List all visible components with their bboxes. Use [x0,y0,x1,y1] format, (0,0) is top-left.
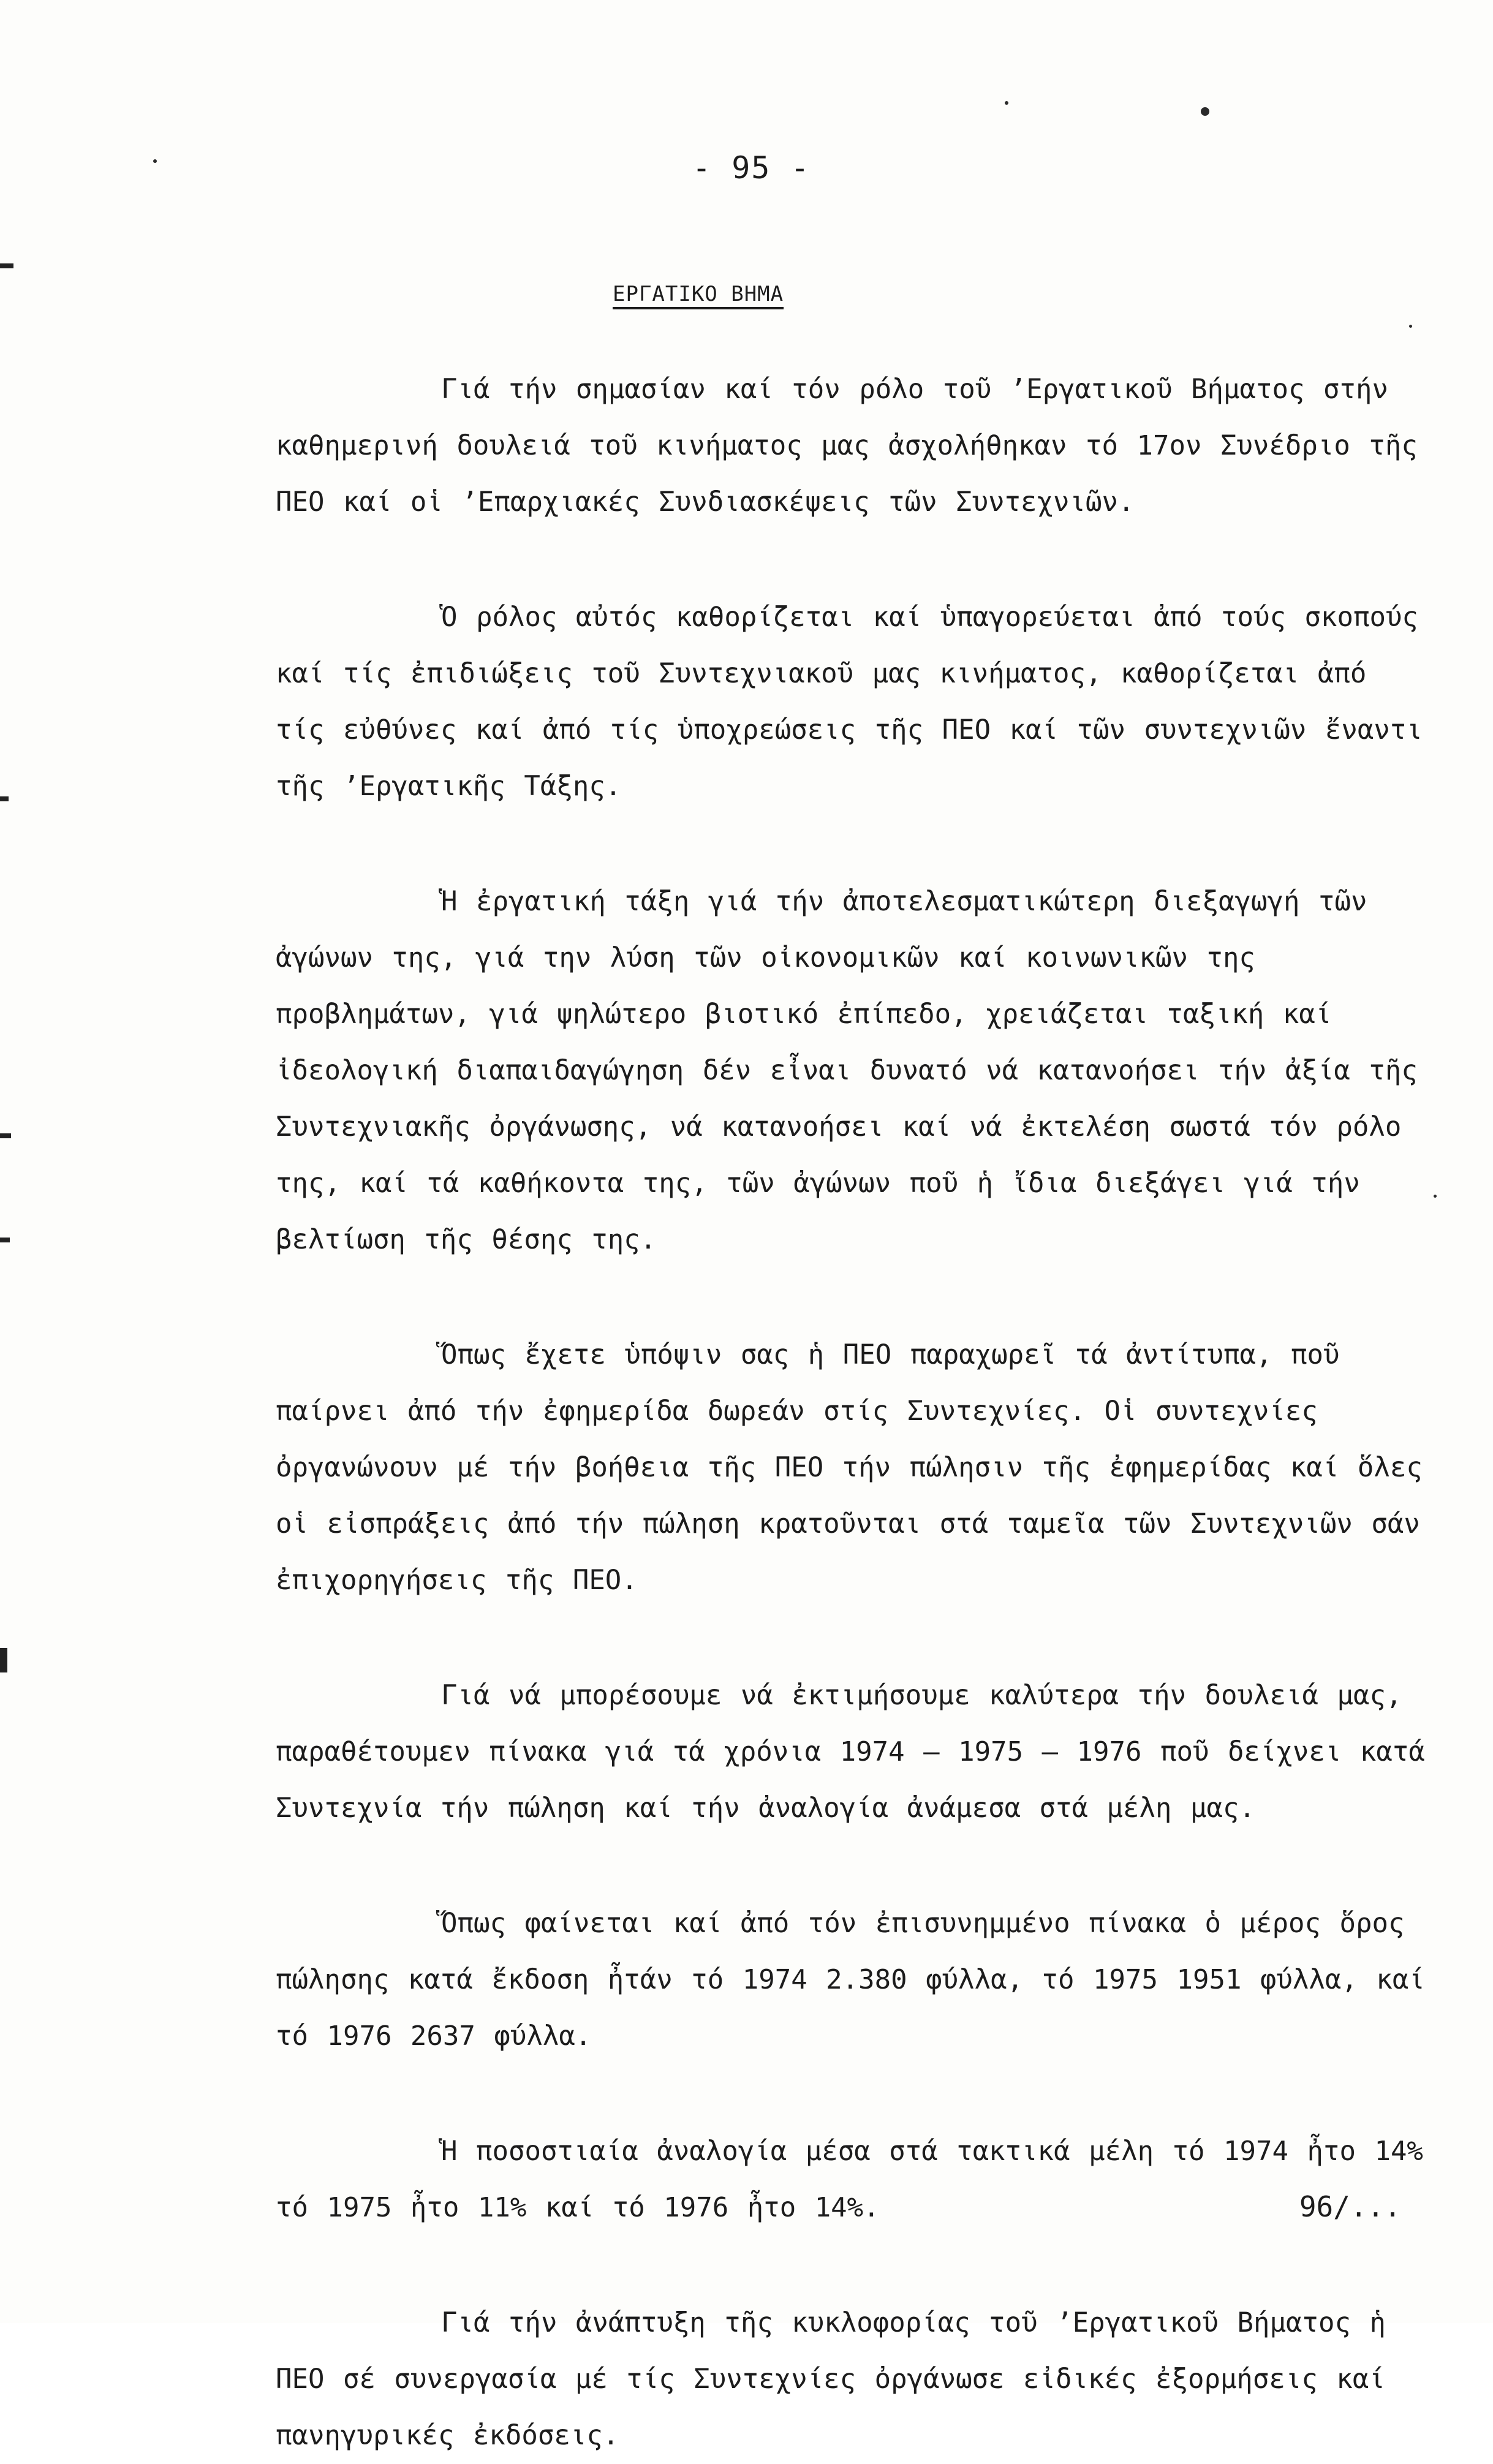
scan-speck [1434,1195,1437,1198]
scan-margin-mark [0,1648,7,1672]
body-text [276,361,1427,2464]
scan-speck [1005,101,1008,105]
scan-speck [1409,325,1412,328]
scan-margin-mark [0,1133,11,1138]
paragraph: Ὁ ρόλος αὐτός καθορίζεται καί ὑπαγορεύεται ἀπό τούς σκοπούς καί τίς ἐπιδιώξεις τοῦ Συντεχνιακοῦ μας κινήματος, καθορίζεται ἀπό τίς εὐθύνες καί ἀπό τίς ὑποχρεώσεις τῆς ΠΕΟ καί τῶν συντεχνιῶν ἔναντι τῆς ’Εργατικῆς Τάξης. [276,602,1423,802]
paragraph: Γιά τήν σημασίαν καί τόν ρόλο τοῦ ’Εργατικοῦ Βήματος στήν καθημερινή δουλειά τοῦ κινήματος μας ἀσχολήθηκαν τό 17ον Συνέδριο τῆς ΠΕΟ καί οἱ ’Επαρχιακές Συνδιασκέψεις τῶν Συντεχνιῶν. [276,374,1418,518]
scan-speck [153,159,157,163]
scan-margin-mark [0,263,13,268]
continuation-marker: 96/... [1299,2190,1401,2223]
paragraph: Γιά νά μπορέσουμε νά ἐκτιμήσουμε καλύτερα τήν δουλειά μας, παραθέτουμεν πίνακα γιά τά χρόνια 1974 – 1975 – 1976 ποῦ δείχνει κατά Συντεχνία τήν πώληση καί τήν ἀναλογία ἀνάμεσα στά μέλη μας. [276,1680,1425,1824]
scan-margin-mark [0,796,9,801]
section-heading: ΕΡΓΑΤΙΚΟ ΒΗΜΑ [613,282,784,306]
paragraph: Ὅπως φαίνεται καί ἀπό τόν ἐπισυνημμένο πίνακα ὁ μέρος ὅρος πώλησης κατά ἔκδοση ἦτάν τό 1974 2.380 φύλλα, τό 1975 1951 φύλλα, καί τό 1976 2637 φύλλα. [276,1908,1425,2052]
paragraph: Ἡ ποσοστιαία ἀναλογία μέσα στά τακτικά μέλη τό 1974 ἦτο 14% τό 1975 ἦτο 11% καί τό 1976 ἦτο 14%. [276,2136,1423,2223]
paragraph: Ἡ ἐργατική τάξη γιά τήν ἀποτελεσματικώτερη διεξαγωγή τῶν ἀγώνων της, γιά την λύση τῶν οἰκονομικῶν καί κοινωνικῶν της προβλημάτων, γιά ψηλώτερο βιοτικό ἐπίπεδο, χρειάζεται ταξική καί ἰδεολογική διαπαιδαγώγηση δέν εἶναι δυνατό νά κατανοήσει τήν ἀξία τῆς Συντεχνιακῆς ὀργάνωσης, νά κατανοήσει καί νά ἐκτελέση σωστά τόν ρόλο της, καί τά καθήκοντα της, τῶν ἀγώνων ποῦ ἡ ἴδια διεξάγει γιά τήν βελτίωση τῆς θέσης της. [276,886,1418,1255]
scan-margin-mark [0,1238,10,1242]
page-number: - 95 - [692,150,811,186]
paragraph: Γιά τήν ἀνάπτυξη τῆς κυκλοφορίας τοῦ ’Εργατικοῦ Βήματος ἡ ΠΕΟ σέ συνεργασία μέ τίς Συντεχνίες ὀργάνωσε εἰδικές ἐξορμήσεις καί πανηγυρικές ἐκδόσεις. [276,2307,1386,2451]
scan-speck [1201,107,1209,116]
paragraph: Ὅπως ἔχετε ὑπόψιν σας ἡ ΠΕΟ παραχωρεῖ τά ἀντίτυπα, ποῦ παίρνει ἀπό τήν ἐφημερίδα δωρεάν στίς Συντεχνίες. Οἱ συντεχνίες ὀργανώνουν μέ τήν βοήθεια τῆς ΠΕΟ τήν πώλησιν τῆς ἐφημερίδας καί ὅλες οἱ εἰσπράξεις ἀπό τήν πώληση κρατοῦνται στά ταμεῖα τῶν Συντεχνιῶν σάν ἐπιχορηγήσεις τῆς ΠΕΟ. [276,1339,1423,1596]
